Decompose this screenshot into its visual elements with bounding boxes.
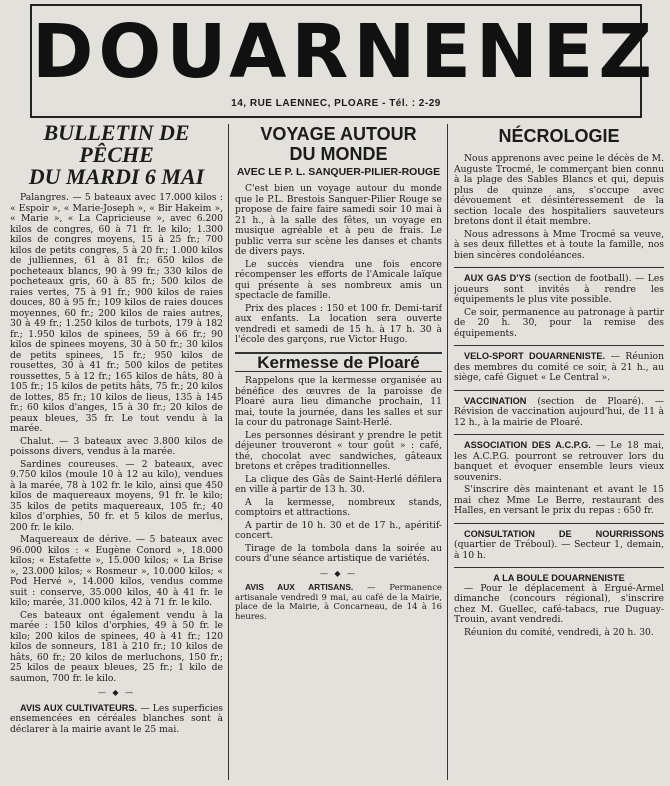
kermesse-paragraph: La clique des Gâs de Saint-Herlé défilera en ville à partir de 13 h. 30.	[235, 473, 442, 495]
notice-artisans-title: AVIS AUX ARTISANS.	[245, 582, 354, 592]
necrology-paragraph: Nous adressons à Mme Trocmé sa veuve, à ses deux fillettes et à toute la famille, nos bien sincères condoléances.	[454, 228, 664, 261]
ornament-divider: — ◆ —	[97, 688, 136, 697]
voyage-subtitle: AVEC LE P. L. SANQUER-PILIER-ROUGE	[236, 166, 441, 178]
section-divider	[454, 390, 664, 391]
kermesse-paragraph: A partir de 10 h. 30 et de 17 h., apéritif-concert.	[235, 519, 442, 541]
entry-gas-dys-title: AUX GAS D'YS	[464, 273, 531, 283]
entry-gas-dys	[454, 273, 664, 339]
entry-vaccination-text: (section de Ploaré). — Révision de vaccination aujourd'hui, de 11 à 12 h., à la mairie de Ploaré.	[454, 395, 664, 428]
section-divider	[454, 345, 664, 346]
masthead	[30, 4, 658, 118]
entry-acpg-title: ASSOCIATION DES A.C.P.G.	[464, 440, 591, 450]
column-rule-left	[228, 124, 229, 780]
bulletin-paragraph: Chalut. — 3 bateaux avec 3.800 kilos de poissons divers, vendus à la marée.	[10, 435, 223, 457]
entry-nourrissons-title: CONSULTATION DE NOURRISSONS	[464, 528, 664, 539]
entry-boule-text: — Pour le déplacement à Ergué-Armel dimanche (concours régional), s'inscrire chez M. Guellec, café-tabacs, rue Duguay-Trouin, avant vendredi.	[454, 582, 664, 625]
entry-gas-dys-text: (section de football). — Les joueurs sont invités à rendre les équipements le plus vite possible.	[454, 273, 664, 305]
kermesse-header	[235, 352, 442, 373]
notice-artisans	[235, 583, 442, 621]
entry-gas-dys-text2: Ce soir, permanence au patronage à partir de 20 h. 30, pour la remise des équipements.	[454, 306, 664, 339]
column-news	[454, 122, 664, 782]
entry-acpg-text2: S'inscrire dès maintenant et avant le 15 mai chez Mme Le Berre, restaurant des Halles, en versant le prix du repas : 650 fr.	[454, 484, 664, 516]
entry-nourrissons-text: (quartier de Tréboul). — Secteur 1, demain, à 10 h.	[454, 539, 664, 561]
kermesse-paragraph: Rappelons que la kermesse organisée au bénéfice des œuvres de la paroisse de Ploaré aura lieu dimanche prochain, 11 mai, toute la journée, dans les salles et sur la cour du patronage Saint-Herlé.	[235, 375, 442, 428]
entry-acpg-text: — Le 18 mai, les A.C.P.G. pourront se retrouver lors du banquet et évoquer ensemble leurs vieux souvenirs.	[454, 440, 664, 483]
kermesse-title: Kermesse de Ploaré	[257, 352, 420, 372]
bulletin-title	[10, 122, 223, 188]
entry-boule	[454, 573, 664, 638]
voyage-title-line1: VOYAGE AUTOUR	[260, 124, 417, 144]
column-voyage	[235, 122, 442, 782]
voyage-paragraph: C'est bien un voyage autour du monde que le P.L. Brestois Sanquer-Pilier Rouge se propose de faire faire samedi soir 10 mai à 21 h., à la salle des fêtes, un voyage en musique agréable et à peu de frais. Le public verra sur scène les danses et chants de divers pays.	[235, 183, 442, 257]
necrology-paragraph: Nous apprenons avec peine le décès de M. Auguste Trocmé, le commerçant bien connu à la plage des Sables Blancs et qui, depuis plus de quinze ans, s'occupe avec dévouement et désintéressement de la section locale des hospitaliers sauveteurs bretons dont il était membre.	[454, 153, 664, 227]
section-divider	[454, 567, 664, 568]
entry-acpg	[454, 440, 664, 517]
kermesse-paragraph: A la kermesse, nombreux stands, comptoirs et attractions.	[235, 496, 442, 518]
section-divider	[454, 267, 664, 268]
entry-velo-sport-title: VELO-SPORT DOUARNENISTE.	[464, 351, 606, 361]
voyage-paragraph: Le succès viendra une fois encore récompenser les efforts de l'Amicale laïque qui présente à ses nombreux amis un spectacle de famille.	[235, 258, 442, 301]
column-fishing-bulletin	[10, 122, 223, 782]
section-divider	[454, 523, 664, 524]
notice-artisans-text: — Permanence artisanale vendredi 9 mai, au café de la Mairie, place de la Mairie, à Concarneau, de 14 à 16 heures.	[235, 582, 442, 621]
bulletin-paragraph: Palangres. — 5 bateaux avec 17.000 kilos : « Espoir », « Marie-Joseph », « Bir Hakeim », « Marie », « La Capricieuse », avec 6.200 kilos de congres, 60 à 71 fr. le kilo; 1.300 kilos de congres moyens, 15 à 25 fr.; 700 kilos de petits congres, 5 à 20 fr.; 1.000 kilos de julliennes, 61 à 81 fr.; 650 kilos de pocheteaux blancs, 90 à 99 fr.; 330 kilos de pocheteaux gris, 60 à 85 fr.; 500 kilos de raies vertes, 75 à 91 fr.; 900 kilos de raies douces, 80 à 95 fr.; 109 kilos de raies douces moyennes, 60 fr.; 200 kilos de raies autres, 30 à 49 fr.; 1.250 kilos de turbots, 179 à 182 fr.; 1.950 kilos de spinees, 59 à 66 fr.; 90 kilos de spinees moyens, 30 à 50 fr.; 30 kilos de petits spinees, 15 fr.; 950 kilos de rousettes, 30 à 41 fr.; 500 kilos de petites roussettes, 5 à 12 fr.; 165 kilos de hâts, 80 à 105 fr.; 15 kilos de petits hâts, 75 fr.; 20 kilos de lottes, 85 fr.; 10 kilos de lieus, 135 à 145 fr.; 60 kilos d'anges, 15 à 30 fr.; 20 kilos de peaux bleues, 35 fr. Le tout vendu à la marée.	[10, 192, 223, 434]
newspaper-title: DOUARNENEZ	[32, 9, 658, 95]
entry-vaccination-title: VACCINATION	[464, 395, 527, 406]
entry-velo-sport-text: — Réunion des membres du comité ce soir, à 21 h., au siège, café Giguet « Le Central ».	[454, 351, 664, 383]
entry-boule-text2: Réunion du comité, vendredi, à 20 h. 30.	[464, 626, 654, 638]
section-divider	[454, 434, 664, 435]
necrology-title: NÉCROLOGIE	[498, 126, 620, 146]
voyage-paragraph: Prix des places : 150 et 100 fr. Demi-tarif aux enfants. La location sera ouverte vendredi et samedi de 15 h. à 17 h. 30 à l'école des garçons, rue Victor Hugo.	[235, 302, 442, 345]
entry-boule-title: A LA BOULE DOUARNENISTE	[493, 573, 625, 583]
notice-farmers	[10, 703, 223, 736]
kermesse-paragraph: Les personnes désirant y prendre le petit déjeuner trouveront « tour goût » : café, thé, chocolat avec sandwiches, gâteaux bretons et crêpes traditionnelles.	[235, 429, 442, 472]
column-rule-right	[447, 124, 448, 780]
masthead-address: 14, RUE LAENNEC, PLOARE - Tél. : 2-29	[231, 98, 441, 109]
entry-velo-sport	[454, 351, 664, 384]
ornament-divider: — ◆ —	[319, 568, 358, 578]
entry-vaccination	[454, 396, 664, 429]
bulletin-paragraph: Ces bateaux ont également vendu à la marée : 150 kilos d'orphies, 49 à 50 fr. le kilo; 200 kilos de spinees, 40 à 41 fr.; 120 kilos de sonneurs, 181 à 210 fr.; 10 kilos de hâts, 60 fr.; 20 kilos de merluchons, 150 fr.; 25 kilos de peaux bleues, 25 fr.; 1 kilo de saumon, 700 fr. le kilo.	[10, 609, 223, 684]
bulletin-paragraph: Maquereaux de dérive. — 5 bateaux avec 96.000 kilos : « Eugène Conord », 18.000 kilos; « Estafette », 15.000 kilos; « La Brise », 23.000 kilos; « Rosmeur », 10.000 kilos; « Pod Hervé », 14.000 kilos, vendus comme suit : conserve, 35.000 kilos, 40 à 41 fr. le kilo; marée, 31.000 kilos, 42 à 71 fr. le kilo.	[10, 534, 223, 608]
entry-nourrissons	[454, 529, 664, 562]
voyage-title	[235, 124, 442, 164]
notice-farmers-text: — Les superficies ensemencées en céréales blanches sont à déclarer à la mairie avant le 25 mai.	[10, 702, 223, 735]
bulletin-paragraph: Sardines coureuses. — 2 bateaux, avec 9.750 kilos (moule 10 à 12 au kilo), vendues à la marée, 78 à 102 fr. le kilo, ainsi que 450 kilos de maquereaux moyens, 91 fr. le kilo; 35 kilos de petits maquereaux, 105 fr.; 40 kilos d'orphies, 50 fr. et 5 kilos de merlus, 200 fr. le kilo.	[10, 458, 223, 533]
bulletin-title-line1: BULLETIN DE PÊCHE	[43, 122, 190, 167]
voyage-title-line2: DU MONDE	[289, 144, 388, 164]
kermesse-paragraph: Tirage de la tombola dans la soirée au cours d'une séance artistique de variétés.	[235, 542, 442, 564]
bulletin-title-line2: DU MARDI 6 MAI	[28, 164, 205, 189]
notice-farmers-title: AVIS AUX CULTIVATEURS.	[20, 702, 138, 713]
